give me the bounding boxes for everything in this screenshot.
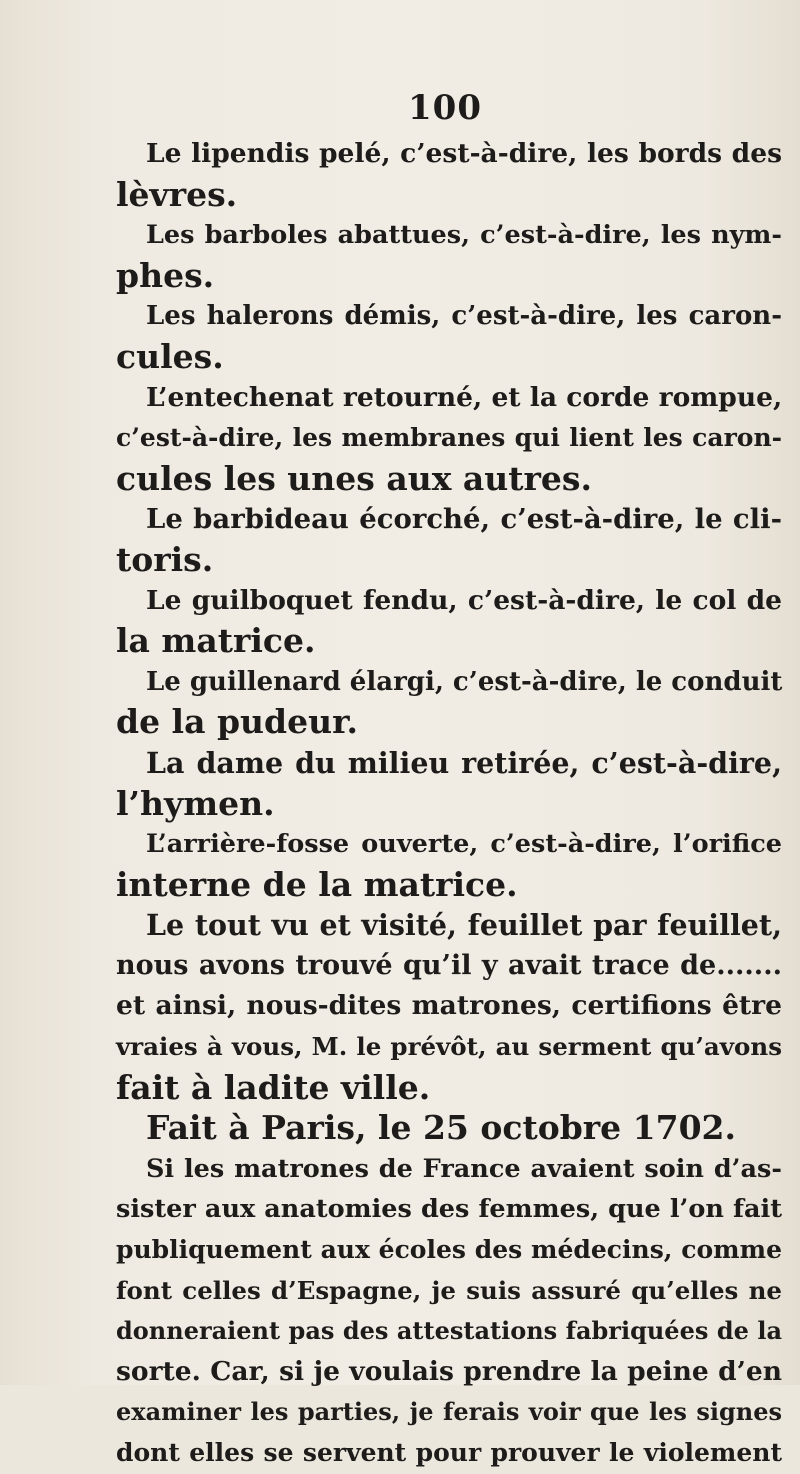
text-line: examiner les parties, je ferais voir que les signes bbox=[116, 1397, 782, 1427]
text-line: Le barbideau écorché, c’est-à-dire, le cli- bbox=[146, 503, 782, 536]
text-line: font celles d’Espagne, je suis assuré qu’elles ne bbox=[116, 1275, 782, 1305]
text-line: Fait à Paris, le 25 octobre 1702. bbox=[146, 1108, 737, 1148]
text-line: cules les unes aux autres. bbox=[116, 458, 592, 498]
body-text bbox=[116, 134, 782, 1474]
text-line: Les barboles abattues, c’est-à-dire, les nym- bbox=[146, 220, 782, 251]
text-line: la matrice. bbox=[116, 621, 316, 661]
text-line: sorte. Car, si je voulais prendre la peine d’en bbox=[116, 1355, 782, 1387]
text-line: lèvres. bbox=[116, 174, 238, 214]
text-line: donneraient pas des attestations fabriquées de la bbox=[116, 1316, 782, 1346]
text-line: cules. bbox=[116, 336, 224, 376]
text-line: vraies à vous, M. le prévôt, au serment qu’avons bbox=[116, 1032, 782, 1062]
text-line: Les halerons démis, c’est-à-dire, les caron- bbox=[146, 301, 782, 332]
text-line: L’entechenat retourné, et la corde rompue, bbox=[146, 381, 783, 413]
text-line: L’arrière-fosse ouverte, c’est-à-dire, l’orifice bbox=[146, 829, 782, 860]
text-line: Le guilboquet fendu, c’est-à-dire, le col de bbox=[146, 584, 782, 616]
text-line: interne de la matrice. bbox=[116, 864, 518, 904]
text-line: phes. bbox=[116, 255, 215, 295]
text-line: nous avons trouvé qu’il y avait trace de....... bbox=[116, 949, 782, 981]
text-line: l’hymen. bbox=[116, 783, 275, 823]
text-line: Le lipendis pelé, c’est-à-dire, les bords des bbox=[146, 138, 782, 169]
text-line: de la pudeur. bbox=[116, 702, 358, 742]
text-line: Le tout vu et visité, feuillet par feuillet, bbox=[146, 908, 782, 943]
text-line: c’est-à-dire, les membranes qui lient les caron- bbox=[116, 423, 782, 453]
text-line: toris. bbox=[116, 539, 214, 579]
text-line: La dame du milieu retirée, c’est-à-dire, bbox=[146, 745, 782, 780]
text-line: et ainsi, nous-dites matrones, certifions être bbox=[116, 990, 782, 1022]
text-line: dont elles se servent pour prouver le violement bbox=[116, 1438, 782, 1467]
text-line: fait à ladite ville. bbox=[116, 1067, 431, 1107]
text-line: Si les matrones de France avaient soin d’as- bbox=[146, 1153, 782, 1184]
text-line: sister aux anatomies des femmes, que l’on fait bbox=[116, 1194, 782, 1225]
page-number: 100 bbox=[408, 88, 482, 128]
text-line: Le guillenard élargi, c’est-à-dire, le conduit bbox=[146, 666, 783, 697]
text-line: publiquement aux écoles des médecins, comme bbox=[116, 1235, 782, 1265]
